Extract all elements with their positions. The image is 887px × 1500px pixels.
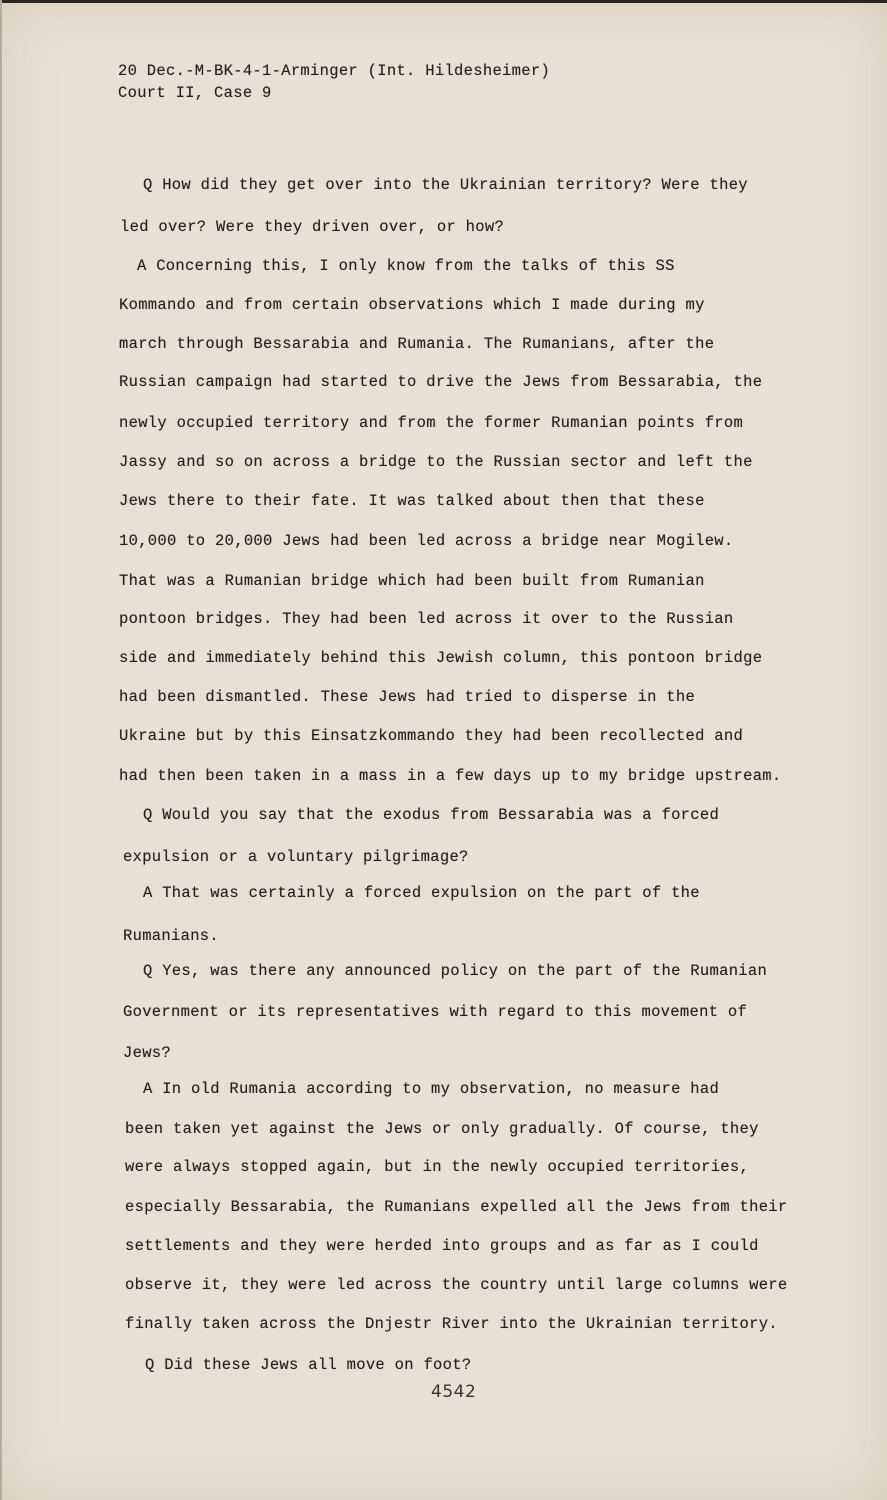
transcript-line: Government or its representatives with regard to this movement of bbox=[123, 1003, 748, 1021]
transcript-line: A In old Rumania according to my observation, no measure had bbox=[143, 1080, 720, 1098]
transcript-line: expulsion or a voluntary pilgrimage? bbox=[123, 848, 469, 866]
page-left-edge bbox=[0, 0, 2, 1500]
transcript-line: A Concerning this, I only know from the talks of this SS bbox=[137, 257, 675, 275]
transcript-line: Q How did they get over into the Ukrainian territory? Were they bbox=[143, 176, 748, 194]
transcript-line: been taken yet against the Jews or only gradually. Of course, they bbox=[125, 1120, 759, 1138]
transcript-line: finally taken across the Dnjestr River into the Ukrainian territory. bbox=[125, 1315, 778, 1333]
header-case-reference: 20 Dec.-M-BK-4-1-Arminger (Int. Hildesheimer) bbox=[118, 62, 551, 80]
transcript-line: Russian campaign had started to drive the Jews from Bessarabia, the bbox=[119, 373, 763, 391]
transcript-line: were always stopped again, but in the newly occupied territories, bbox=[125, 1158, 750, 1176]
transcript-line: Ukraine but by this Einsatzkommando they had been recollected and bbox=[119, 727, 744, 745]
transcript-line: That was a Rumanian bridge which had been built from Rumanian bbox=[119, 572, 705, 590]
transcript-line: newly occupied territory and from the former Rumanian points from bbox=[119, 414, 744, 432]
transcript-line: especially Bessarabia, the Rumanians expelled all the Jews from their bbox=[125, 1198, 788, 1216]
page-top-edge bbox=[0, 0, 887, 3]
transcript-line: pontoon bridges. They had been led across it over to the Russian bbox=[119, 610, 734, 628]
header-court: Court II, Case 9 bbox=[118, 84, 272, 102]
transcript-line: Rumanians. bbox=[123, 927, 220, 945]
transcript-line: Jews? bbox=[123, 1044, 172, 1062]
transcript-line: Q Yes, was there any announced policy on the part of the Rumanian bbox=[143, 962, 768, 980]
transcript-line: march through Bessarabia and Rumania. The Rumanians, after the bbox=[119, 335, 715, 353]
transcript-line: A That was certainly a forced expulsion on the part of the bbox=[143, 884, 700, 902]
transcript-line: had been dismantled. These Jews had tried to disperse in the bbox=[119, 688, 696, 706]
transcript-line: Q Did these Jews all move on foot? bbox=[145, 1356, 472, 1374]
transcript-line: settlements and they were herded into groups and as far as I could bbox=[125, 1237, 759, 1255]
transcript-line: Jassy and so on across a bridge to the Russian sector and left the bbox=[119, 453, 753, 471]
transcript-line: led over? Were they driven over, or how? bbox=[120, 218, 505, 236]
transcript-line: had then been taken in a mass in a few days up to my bridge upstream. bbox=[119, 767, 782, 785]
transcript-line: observe it, they were led across the country until large columns were bbox=[125, 1276, 788, 1294]
page-number: 4542 bbox=[431, 1382, 477, 1402]
transcript-line: Jews there to their fate. It was talked about then that these bbox=[119, 492, 705, 510]
transcript-line: Q Would you say that the exodus from Bessarabia was a forced bbox=[143, 806, 720, 824]
transcript-line: 10,000 to 20,000 Jews had been led across a bridge near Mogilew. bbox=[119, 532, 734, 550]
transcript-line: Kommando and from certain observations which I made during my bbox=[119, 296, 705, 314]
transcript-line: side and immediately behind this Jewish column, this pontoon bridge bbox=[119, 649, 763, 667]
